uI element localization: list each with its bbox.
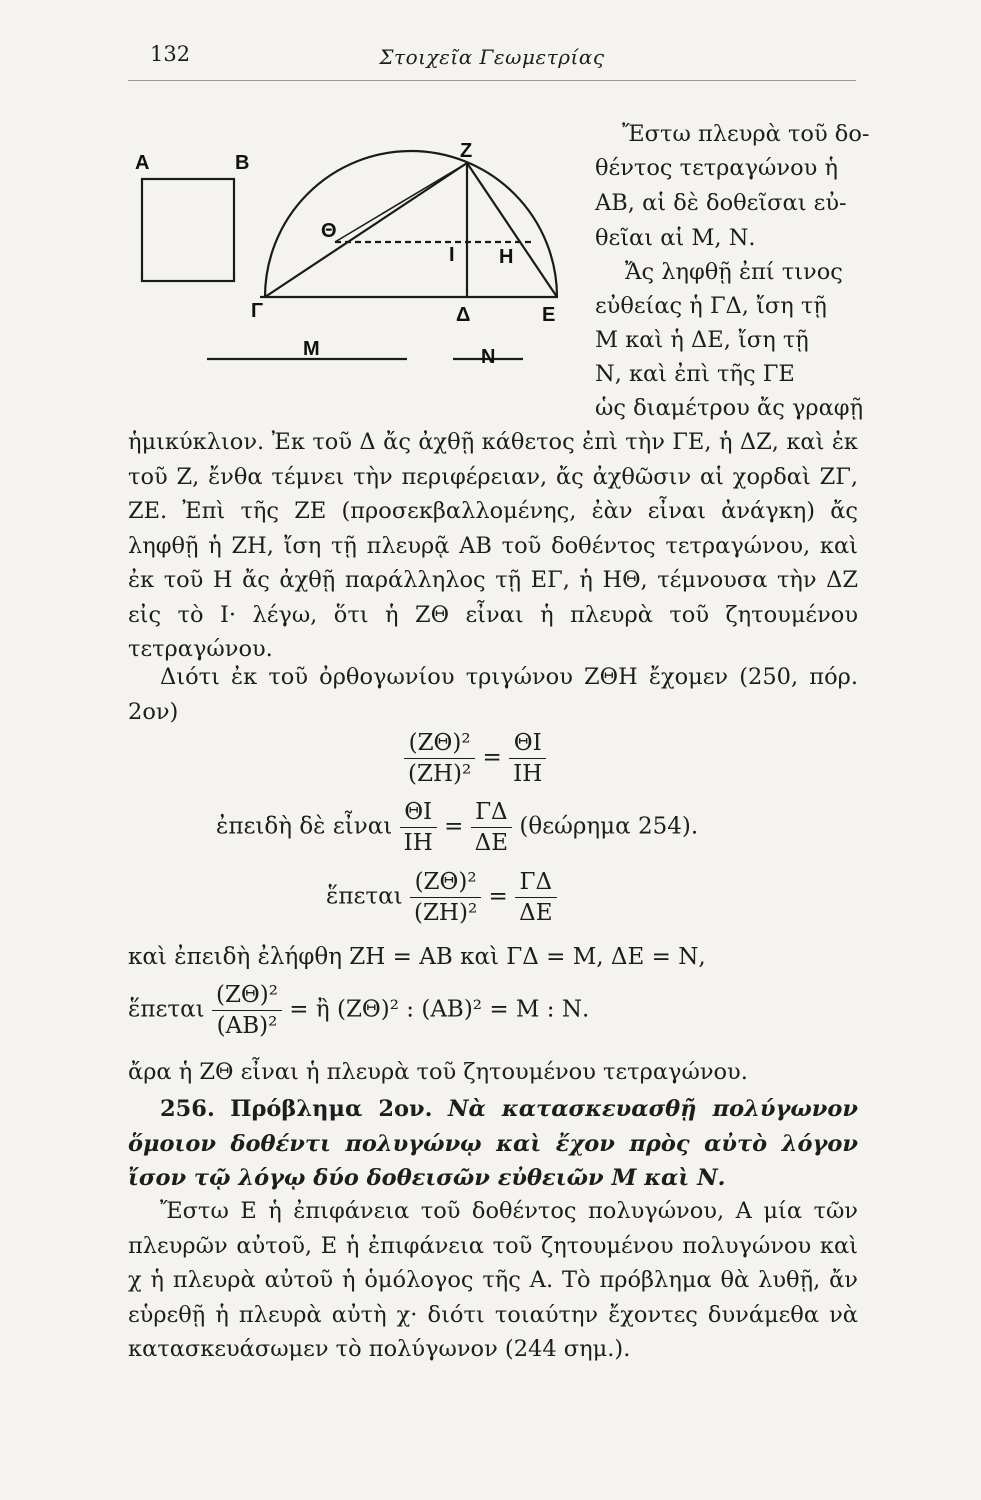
side-line-4: θεῖαι αἱ Μ, Ν. <box>595 225 756 251</box>
label-z: Z <box>460 140 473 162</box>
theorem-reference: (θεώρημα 254). <box>519 813 699 840</box>
page-header <box>128 40 856 81</box>
conclusion-line: ἄρα ἡ ΖΘ εἶναι ἡ πλευρὰ τοῦ ζητουμένου τετραγώνου. <box>128 1059 748 1085</box>
label-theta: Θ <box>321 220 337 242</box>
equation-3: ἕπεται $\frac{\text{(ΖΘ)²}}{\text{(ΖΗ)²}}$ = $\frac{\Gamma\Delta}{\Delta E}$ <box>326 867 557 928</box>
label-e: E <box>542 304 556 326</box>
eq2-right-fraction: $\frac{\Gamma\Delta}{\Delta E}$ <box>471 797 512 858</box>
equation-1: $\frac{\text{(ΖΘ)²}}{\text{(ΖΗ)²}}$ = $\frac{\Theta I}{IH}$ <box>404 728 546 789</box>
side-line-2: θέντος τετραγώνου ἡ <box>595 155 838 181</box>
paragraph-proof: Διότι ἐκ τοῦ ὀρθογωνίου τριγώνου ΖΘΗ ἔχομεν (250, πόρ. 2ον) <box>128 664 858 725</box>
segment-zt <box>335 163 467 242</box>
page-number: 132 <box>150 42 191 66</box>
eq3-right-fraction: $\frac{\Gamma\Delta}{\Delta E}$ <box>515 867 556 928</box>
problem-statement: Νὰ κατασκευασθῇ πολύγωνον ὅμοιον δοθέντι πολυγώνῳ καὶ ἔχον πρὸς αὐτὸ λόγον ἴσον τῷ λόγῳ δύο δοθεισῶν εὐθειῶν Μ καὶ Ν. <box>128 1096 858 1191</box>
side-line-1: Ἔστω πλευρὰ τοῦ δο- <box>622 121 870 147</box>
label-m: M <box>303 338 320 360</box>
side-line-6: εὐθείας ἡ ΓΔ, ἴση τῇ <box>595 293 827 319</box>
problem-title: Πρόβλημα 2ον. <box>230 1096 433 1122</box>
side-line-3: ΑΒ, αἱ δὲ δοθεῖσαι εὐ- <box>595 190 847 216</box>
figure-svg <box>125 135 595 385</box>
equation-2: ἐπειδὴ δὲ εἶναι $\frac{\Theta I}{IH}$ = $\frac{\Gamma\Delta}{\Delta E}$ (θεώρημα 254). <box>216 799 699 856</box>
eq1-left-fraction: $\frac{\text{(ΖΘ)²}}{\text{(ΖΗ)²}}$ <box>404 728 475 789</box>
side-line-8: Ν, καὶ ἐπὶ τῆς ΓΕ <box>595 361 795 387</box>
label-a: A <box>135 152 150 174</box>
label-gamma: Γ <box>251 300 264 322</box>
geometry-figure <box>125 135 595 385</box>
label-h: H <box>499 246 514 268</box>
chord-ze <box>467 163 557 297</box>
equation-4: ἕπεται $\frac{\text{(ΖΘ)²}}{\text{(ΑΒ)²}}$ = ἢ (ΖΘ)² : (ΑΒ)² = Μ : Ν. <box>128 982 590 1039</box>
line-since: καὶ ἐπειδὴ ἐλήφθη ΖΗ = ΑΒ καὶ ΓΔ = Μ, ΔΕ = Ν, <box>128 944 706 970</box>
square-ab <box>142 179 234 281</box>
problem-heading <box>128 1092 858 1196</box>
eq3-left-fraction: $\frac{\text{(ΖΘ)²}}{\text{(ΖΗ)²}}$ <box>410 867 481 928</box>
side-line-7: Μ καὶ ἡ ΔΕ, ἴση τῇ <box>595 327 809 353</box>
eq1-right-fraction: $\frac{\Theta I}{IH}$ <box>509 728 546 789</box>
eq4-fraction: $\frac{\text{(ΖΘ)²}}{\text{(ΑΒ)²}}$ <box>212 980 282 1041</box>
label-delta: Δ <box>456 304 471 326</box>
paragraph-construction: ἡμικύκλιον. Ἐκ τοῦ Δ ἄς ἀχθῇ κάθετος ἐπὶ τὴν ΓΕ, ἡ ΔΖ, καὶ ἐκ τοῦ Ζ, ἔνθα τέμνει τὴν περιφέρειαν, ἄς ἀχθῶσιν αἱ χορδαὶ ΖΓ, ΖΕ. Ἐπὶ τῆς ΖΕ (προσεκβαλλομένης, ἐὰν εἶναι ἀνάγκη) ἄς ληφθῇ ἡ ΖΗ, ἴση τῇ πλευρᾷ ΑΒ τοῦ δοθέντος τετραγώνου, καὶ ἐκ τοῦ Η ἄς ἀχθῇ παράλληλος τῇ ΕΓ, ἡ ΗΘ, τέμνουσα τὴν ΔΖ εἰς τὸ Ι· λέγω, ὅτι ἡ ΖΘ εἶναι ἡ πλευρὰ τοῦ ζητουμένου τετραγώνου. <box>128 429 858 662</box>
side-line-5: Ἄς ληφθῇ ἐπί τινος <box>625 259 843 285</box>
paragraph-solution: Ἔστω Ε ἡ ἐπιφάνεια τοῦ δοθέντος πολυγώνου, Α μία τῶν πλευρῶν αὐτοῦ, Ε ἡ ἐπιφάνεια τοῦ ζητουμένου πολυγώνου καὶ χ ἡ πλευρὰ αὐτοῦ ἡ ὁμόλογος τῆς Α. Τὸ πρόβλημα θὰ λυθῇ, ἄν εὑρεθῇ ἡ πλευρὰ αὐτὴ χ· διότι τοιαύτην ἔχοντες δυνάμεθα νὰ κατασκευάσωμεν τὸ πολύγωνον (244 σημ.). <box>128 1198 858 1362</box>
running-title: Στοιχεῖα Γεωμετρίας <box>379 45 605 69</box>
label-b: B <box>235 152 250 174</box>
eq2-left-fraction: $\frac{\Theta I}{IH}$ <box>400 797 437 858</box>
side-line-9: ὡς διαμέτρου ἄς γραφῇ <box>595 395 864 421</box>
problem-number: 256. <box>160 1096 215 1122</box>
chord-zg <box>265 163 467 297</box>
label-n: N <box>481 346 496 368</box>
semicircle-arc <box>265 151 557 297</box>
label-i: I <box>449 244 455 266</box>
